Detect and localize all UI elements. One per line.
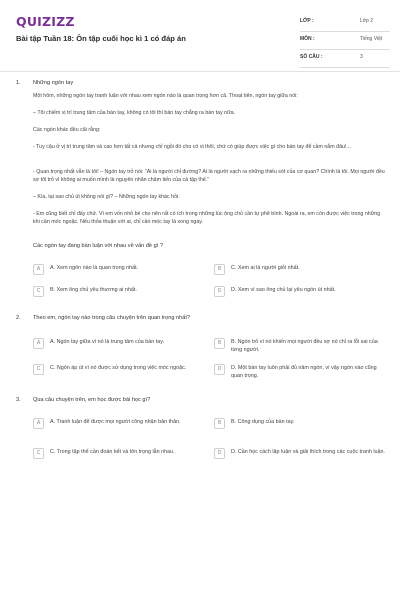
option-text: A. Ngón tay giữa vì nó là trung tâm của bàn tay.	[50, 339, 165, 345]
option-text: C. Ngón áp út vì nó được sử dụng trong việc móc ngoặc.	[50, 365, 187, 371]
answer-option-a[interactable]	[33, 417, 205, 429]
meta-value: Lớp 2	[360, 18, 374, 24]
meta-value: Tiếng Việt	[360, 36, 383, 42]
answer-option-b[interactable]	[214, 337, 386, 354]
option-text: D. Xem vì sao ông chủ lại yêu ngón út nhất.	[231, 287, 336, 293]
option-text: B. Công dụng của bàn tay.	[231, 419, 295, 425]
question-number: 1.	[16, 80, 21, 86]
meta-row-subject	[300, 32, 390, 50]
meta-row-class	[300, 14, 390, 32]
option-text: B. Xem ông chủ yêu thương ai nhất.	[50, 287, 137, 293]
passage-paragraph: - Tuy cậu ở vị trí trung tâm và cao hơn tất cả nhưng chỉ ngồi đó cho có vị thôi, chứ có giúp được việc gì cho bàn tay để cầm nắm đâu!...	[33, 144, 351, 150]
answer-option-d[interactable]	[214, 447, 386, 459]
worksheet-title: Bài tập Tuần 18: Ôn tập cuối học kì 1 có đáp án	[16, 34, 186, 43]
option-text: D. Một bàn tay luôn phải đủ năm ngón, vì vậy ngón nào cũng quan trọng.	[231, 365, 377, 379]
option-text: C. Trong tập thể cần đoàn kết và tôn trọng lẫn nhau.	[50, 449, 175, 455]
passage-paragraph: – Kìa, tại sao chủ út không nói gì? – Những ngón tay khác hỏi.	[33, 194, 180, 200]
meta-table	[300, 14, 390, 68]
question-title: Qua câu chuyện trên, em học được bài học gì?	[33, 397, 151, 403]
option-letter-badge: C	[33, 448, 44, 459]
option-letter-badge: B	[214, 264, 225, 275]
passage-paragraph: Một hôm, những ngón tay tranh luận với nhau xem ngón nào là quan trọng hơn cả. Thoạt tiên, ngón tay giữa nói:	[33, 93, 298, 99]
question-title: Theo em, ngón tay nào trong câu chuyện trên quan trọng nhất?	[33, 315, 191, 321]
question-number: 3.	[16, 397, 21, 403]
meta-label: MÔN :	[300, 36, 315, 42]
option-letter-badge: A	[33, 264, 44, 275]
answer-option-a[interactable]	[33, 263, 205, 275]
question-prompt: Các ngón tay đang bàn luận với nhau về vấn đề gì ?	[33, 243, 163, 249]
question-number: 2.	[16, 315, 21, 321]
answer-option-c[interactable]	[33, 447, 205, 459]
option-text: A. Tranh luận để được mọi người công nhận bản thân.	[50, 419, 181, 425]
worksheet-header	[0, 0, 400, 72]
answer-option-d[interactable]	[214, 363, 386, 380]
passage-paragraph: - Em cũng biết chỉ đấy chứ. Vì em vốn nhỏ bé cho nên rất có ích trong những lúc ông chủ cần tự phê bình. Ngoài ra, em còn được việc trong những khi cần móc ngoặc. Nếu thỏa thuận với ai, chỉ cần móc tay là xong ngay.	[33, 211, 381, 225]
answer-option-d[interactable]	[214, 285, 386, 297]
question-3	[16, 397, 386, 482]
option-text: C. Xem ai là người giỏi nhất.	[231, 265, 300, 271]
quizizz-logo: QUIZIZZ	[16, 14, 75, 29]
option-letter-badge: D	[214, 364, 225, 375]
answer-option-c[interactable]	[33, 285, 205, 297]
option-text: B. Ngón trỏ vì nó khiến mọi người đều sợ nó chỉ ra lỗi sai của từng người.	[231, 339, 378, 353]
option-letter-badge: A	[33, 338, 44, 349]
question-title: Những ngón tay	[33, 80, 74, 86]
passage-paragraph: Các ngón khác đều cãi rằng:	[33, 127, 101, 133]
meta-label: SỐ CÂU :	[300, 54, 323, 60]
option-letter-badge: B	[214, 338, 225, 349]
passage-paragraph: - Quan trọng nhất vẫn là tôi! – Ngón tay trỏ nói: "Ai là người chỉ đường? Ai là người vạch ra những thiếu sót của cơ quan? Chính là tôi. Mọi người đều sợ tôi trỏ vì không ai muốn mình là nguyên nhân chậm tiến của cả tập thể."	[33, 169, 385, 183]
meta-row-count	[300, 50, 390, 68]
answer-option-b[interactable]	[214, 263, 386, 275]
question-1	[16, 80, 386, 302]
option-letter-badge: A	[33, 418, 44, 429]
answer-option-b[interactable]	[214, 417, 386, 429]
option-letter-badge: C	[33, 364, 44, 375]
option-text: A. Xem ngón nào là quan trọng nhất.	[50, 265, 139, 271]
answer-option-a[interactable]	[33, 337, 205, 349]
meta-label: LỚP :	[300, 18, 314, 24]
option-text: D. Cần học cách lập luận và giải thích trong các cuộc tranh luận.	[231, 449, 386, 455]
question-2	[16, 315, 386, 385]
meta-value: 3	[360, 54, 363, 60]
option-letter-badge: B	[214, 418, 225, 429]
option-letter-badge: D	[214, 448, 225, 459]
option-letter-badge: D	[214, 286, 225, 297]
passage-paragraph: – Tôi chiếm vị trí trung tâm của bàn tay, không có tôi thì bàn tay chẳng ra bàn tay nữa.	[33, 110, 236, 116]
option-letter-badge: C	[33, 286, 44, 297]
answer-option-c[interactable]	[33, 363, 205, 375]
